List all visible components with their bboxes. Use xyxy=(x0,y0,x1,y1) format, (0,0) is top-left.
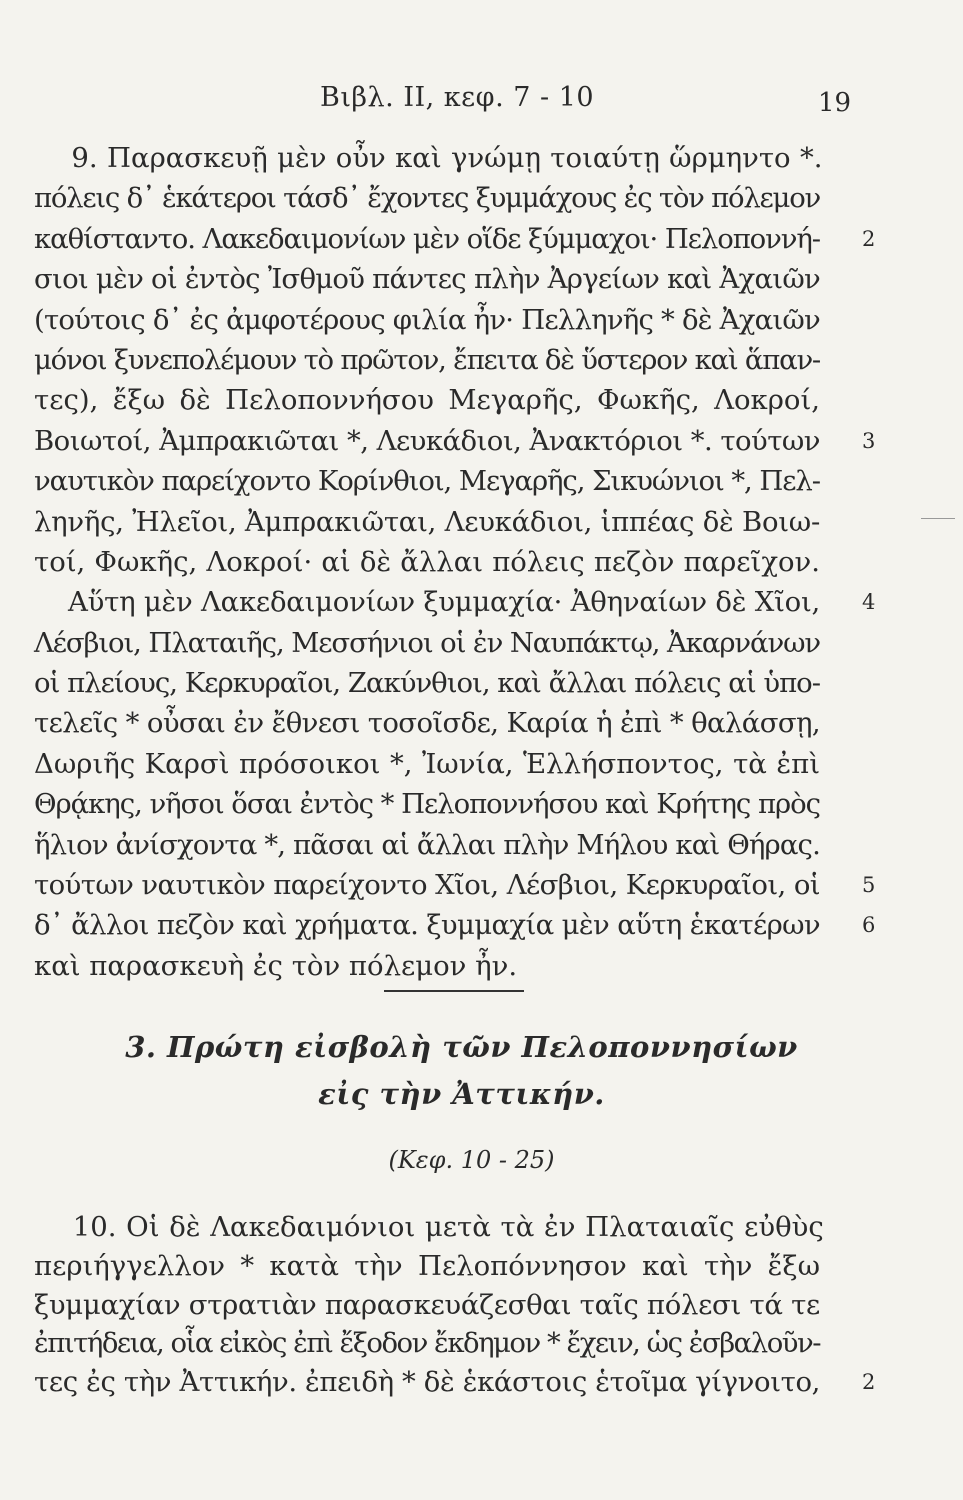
line-text: Αὕτη μὲν Λακεδαιμονίων ξυμμαχία· Ἀθηναίων δὲ Χῖοι, xyxy=(34,586,820,619)
margin-section-number: 6 xyxy=(862,913,876,938)
running-head: Βιβλ. II, κεφ. 7 - 10 xyxy=(320,82,595,113)
text-line xyxy=(34,582,876,622)
chapter-range: (Κεφ. 10 - 25) xyxy=(388,1146,555,1174)
section-title-line-1: 3. Πρώτη εἰσβολὴ τῶν Πελοποννησίων xyxy=(125,1030,798,1064)
line-text: τούτων ναυτικὸν παρείχοντο Χῖοι, Λέσβιοι, Κερκυραῖοι, οἱ xyxy=(34,869,820,902)
text-line xyxy=(34,1286,854,1325)
chapter-10-text xyxy=(34,1208,876,1402)
text-line xyxy=(34,744,854,784)
line-text: μόνοι ξυνεπολέμουν τὸ πρῶτον, ἔπειτα δὲ ὕστερον καὶ ἅπαν- xyxy=(34,343,820,376)
page-header xyxy=(0,82,963,122)
text-line xyxy=(34,865,876,905)
line-text: (τούτοις δ᾽ ἐς ἀμφοτέρους φιλία ἦν· Πελληνῆς * δὲ Ἀχαιῶν xyxy=(34,303,820,336)
line-text: καὶ παρασκευὴ ἐς τὸν πόλεμον ἦν. xyxy=(34,949,518,982)
text-line xyxy=(34,784,854,824)
scan-mark xyxy=(921,518,955,519)
text-line xyxy=(34,219,876,259)
text-line xyxy=(34,461,854,501)
margin-section-number: 2 xyxy=(862,1370,876,1395)
line-text: ναυτικὸν παρείχοντο Κορίνθιοι, Μεγαρῆς, Σικυώνιοι *, Πελ- xyxy=(34,465,820,498)
line-text: οἱ πλείους, Κερκυραῖοι, Ζακύνθιοι, καὶ ἄλλαι πόλεις αἱ ὑπο- xyxy=(34,667,820,700)
line-text: ἐπιτήδεια, οἷα εἰκὸς ἐπὶ ἔξοδον ἔκδημον * ἔχειν, ὡς ἐσβαλοῦν- xyxy=(34,1327,820,1360)
line-text: δ᾽ ἄλλοι πεζὸν καὶ χρήματα. ξυμμαχία μὲν αὕτη ἑκατέρων xyxy=(34,909,820,942)
text-line xyxy=(34,421,876,461)
line-text: Δωριῆς Καρσὶ πρόσοικοι *, Ἰωνία, Ἑλλήσποντος, τὰ ἐπὶ xyxy=(34,747,820,780)
page-number: 19 xyxy=(818,88,852,118)
section-title-line-2: εἰς τὴν Ἀττικήν. xyxy=(318,1077,605,1111)
text-line xyxy=(34,703,854,743)
line-text: 10. Οἱ δὲ Λακεδαιμόνιοι μετὰ τὰ ἐν Πλαταιαῖς εὐθὺς xyxy=(34,1211,824,1243)
line-text: πόλεις δ᾽ ἑκάτεροι τάσδ᾽ ἔχοντες ξυμμάχους ἐς τὸν πόλεμον xyxy=(34,182,820,215)
text-line xyxy=(34,300,854,340)
line-text: τες ἐς τὴν Ἀττικήν. ἐπειδὴ * δὲ ἑκάστοις ἑτοῖμα γίγνοιτο, xyxy=(34,1366,820,1399)
line-text: Βοιωτοί, Ἀμπρακιῶται *, Λευκάδιοι, Ἀνακτόριοι *. τούτων xyxy=(34,424,820,457)
margin-section-number: 5 xyxy=(862,873,876,898)
text-line xyxy=(34,1208,854,1247)
text-line xyxy=(34,259,854,299)
margin-section-number: 3 xyxy=(862,428,876,453)
text-line xyxy=(34,1247,854,1286)
text-line xyxy=(34,380,854,420)
chapter-9-text xyxy=(34,138,876,986)
text-line xyxy=(34,946,854,986)
line-text: τοί, Φωκῆς, Λοκροί· αἱ δὲ ἄλλαι πόλεις πεζὸν παρεῖχον. xyxy=(34,545,820,578)
text-line xyxy=(34,502,854,542)
line-text: σιοι μὲν οἱ ἐντὸς Ἰσθμοῦ πάντες πλὴν Ἀργείων καὶ Ἀχαιῶν xyxy=(34,263,820,296)
line-text: τες), ἔξω δὲ Πελοποννήσου Μεγαρῆς, Φωκῆς, Λοκροί, xyxy=(34,384,820,417)
line-text: ξυμμαχίαν στρατιὰν παρασκευάζεσθαι ταῖς πόλεσι τά τε xyxy=(34,1288,820,1321)
line-text: Θρᾴκης, νῆσοι ὅσαι ἐντὸς * Πελοποννήσου καὶ Κρήτης πρὸς xyxy=(34,788,820,821)
text-line xyxy=(34,178,854,218)
text-line xyxy=(34,825,854,865)
margin-section-number: 2 xyxy=(862,226,876,251)
line-text: Λέσβιοι, Πλαταιῆς, Μεσσήνιοι οἱ ἐν Ναυπάκτῳ, Ἀκαρνάνων xyxy=(34,626,820,659)
line-text: ἥλιον ἀνίσχοντα *, πᾶσαι αἱ ἄλλαι πλὴν Μήλου καὶ Θήρας. xyxy=(34,828,820,861)
text-line xyxy=(34,623,854,663)
text-line xyxy=(34,663,854,703)
text-line xyxy=(34,542,854,582)
line-text: περιήγγελλον * κατὰ τὴν Πελοπόννησον καὶ τὴν ἔξω xyxy=(34,1249,820,1282)
line-text: ληνῆς, Ἠλεῖοι, Ἀμπρακιῶται, Λευκάδιοι, ἱππέας δὲ Βοιω- xyxy=(34,505,820,538)
section-divider xyxy=(384,990,524,992)
margin-section-number: 4 xyxy=(862,590,876,615)
text-line xyxy=(34,905,876,945)
line-text: τελεῖς * οὖσαι ἐν ἔθνεσι τοσοῖσδε, Καρία ἡ ἐπὶ * θαλάσσῃ, xyxy=(34,707,820,740)
text-line xyxy=(34,138,854,178)
text-line xyxy=(34,1363,876,1402)
text-line xyxy=(34,1324,854,1363)
text-line xyxy=(34,340,854,380)
line-text: 9. Παρασκευῇ μὲν οὖν καὶ γνώμῃ τοιαύτῃ ὥρμηντο *. xyxy=(34,142,823,174)
line-text: καθίσταντο. Λακεδαιμονίων μὲν οἵδε ξύμμαχοι· Πελοποννή- xyxy=(34,222,820,255)
